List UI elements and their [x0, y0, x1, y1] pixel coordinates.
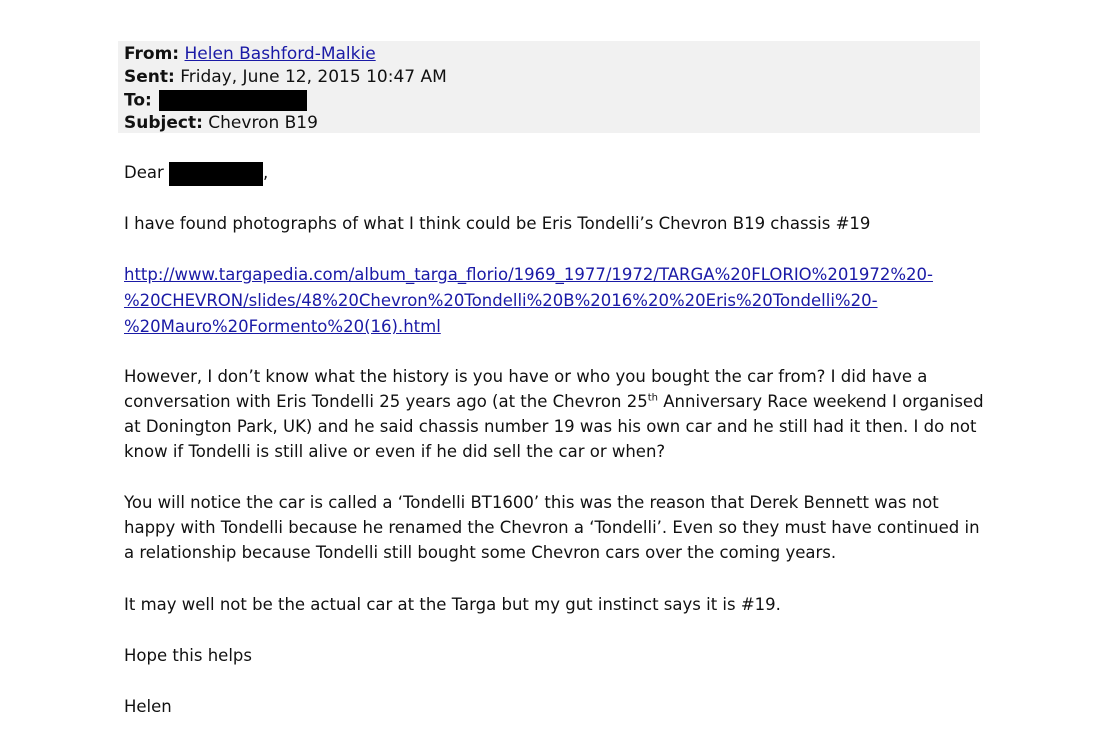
paragraph-2-part-a: However, I don’t know what the history is you have or who you bought the car from? I did have a conversation with Eris Tondelli 25 years ago (at the Chevron 25 — [124, 367, 928, 411]
sent-label: Sent: — [124, 67, 175, 87]
subject-value: Chevron B19 — [208, 113, 318, 133]
paragraph-2 — [124, 364, 994, 464]
redacted-name — [169, 162, 263, 186]
paragraph-2-part-b: Anniversary Race weekend I organised at Donington Park, UK) and he said chassis number 19 was his own car and he still had it then. I do not know if Tondelli is still alive or even if he did sell the car or when? — [124, 392, 984, 461]
sent-value: Friday, June 12, 2015 10:47 AM — [180, 67, 447, 87]
from-label: From: — [124, 44, 180, 64]
redacted-recipient — [159, 90, 307, 111]
to-line — [124, 90, 307, 111]
subject-label: Subject: — [124, 113, 203, 133]
sent-line — [124, 67, 447, 87]
paragraph-1: I have found photographs of what I think could be Eris Tondelli’s Chevron B19 chassis #19 — [124, 214, 871, 233]
url-link-line-1[interactable]: http://www.targapedia.com/album_targa_florio/1969_1977/1972/TARGA%20FLORIO%201972%20- — [124, 265, 933, 284]
greeting — [124, 160, 994, 186]
sender-link[interactable]: Helen Bashford-Malkie — [184, 44, 376, 64]
greeting-text: Dear — [124, 163, 164, 182]
to-label: To: — [124, 90, 152, 111]
paragraph-4: It may well not be the actual car at the Targa but my gut instinct says it is #19. — [124, 595, 781, 614]
url-link-line-3[interactable]: %20Mauro%20Formento%20(16).html — [124, 317, 441, 336]
from-line — [124, 44, 376, 64]
paragraph-5: Hope this helps — [124, 646, 252, 665]
signature: Helen — [124, 697, 172, 716]
subject-line — [124, 113, 318, 133]
greeting-comma: , — [263, 163, 269, 182]
paragraph-3: You will notice the car is called a ‘Tondelli BT1600’ this was the reason that Derek Bennett was not happy with Tondelli because he renamed the Chevron a ‘Tondelli’. Even so they must have continued in a relationship because Tondelli still bought some Chevron cars over the coming years. — [124, 493, 980, 562]
url-link-line-2[interactable]: %20CHEVRON/slides/48%20Chevron%20Tondelli%20B%2016%20%20Eris%20Tondelli%20- — [124, 291, 878, 310]
superscript: th — [647, 392, 658, 404]
